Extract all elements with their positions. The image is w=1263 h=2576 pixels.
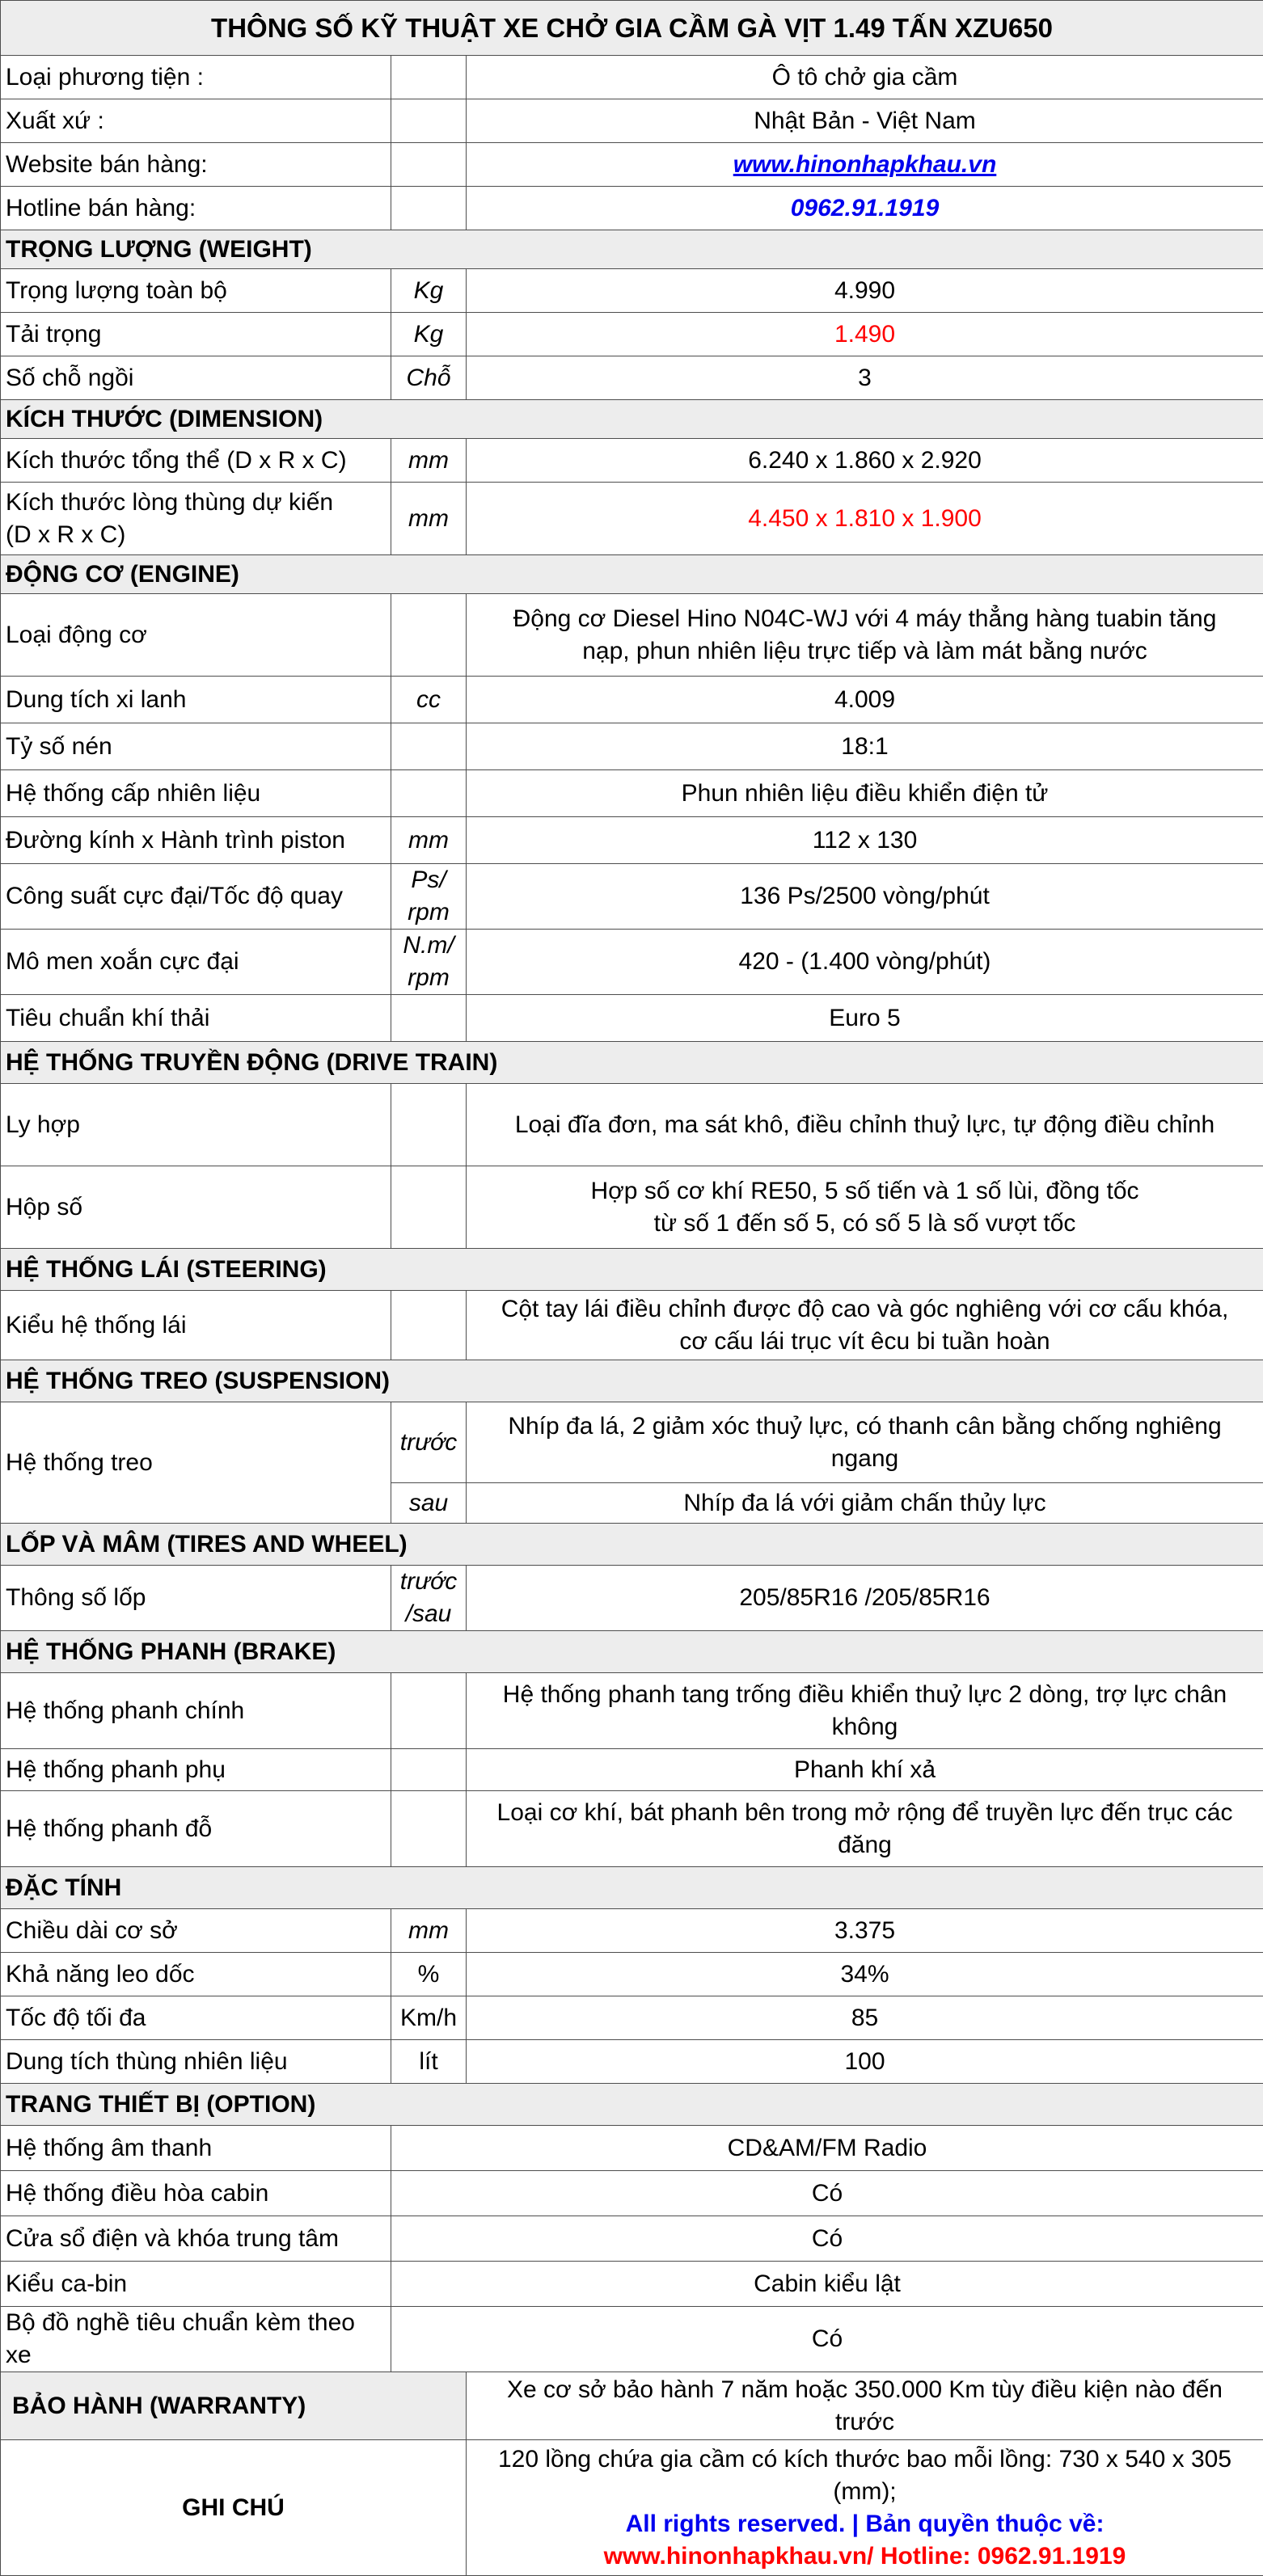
suspension-rear-unit: sau	[391, 1483, 467, 1524]
gradeability-label: Khả năng leo dốc	[1, 1953, 391, 1996]
spec-row-website	[1, 143, 1263, 187]
steering-value	[467, 1291, 1263, 1360]
max-speed-label: Tốc độ tối đa	[1, 1996, 391, 2040]
notes-line2: (mm);	[471, 2476, 1258, 2508]
parking-brake-label: Hệ thống phanh đỗ	[1, 1791, 391, 1867]
section-dimension	[1, 400, 1263, 439]
aircon-value: Có	[391, 2171, 1263, 2216]
spec-row-cabin	[1, 2262, 1263, 2307]
fuel-tank-value: 100	[467, 2040, 1263, 2084]
origin-unit	[391, 99, 467, 143]
section-tires	[1, 1524, 1263, 1566]
payload-label: Tải trọng	[1, 313, 391, 356]
cabin-label: Kiểu ca-bin	[1, 2262, 391, 2307]
seats-value: 3	[467, 356, 1263, 400]
spec-row-fuel-system	[1, 770, 1263, 817]
section-heading-brake: HỆ THỐNG PHANH (BRAKE)	[1, 1631, 1263, 1673]
bore-stroke-value: 112 x 130	[467, 817, 1263, 864]
fuel-system-label: Hệ thống cấp nhiên liệu	[1, 770, 391, 817]
gearbox-value-line2: từ số 1 đến số 5, có số 5 là số vượt tốc	[471, 1208, 1258, 1240]
max-torque-value: 420 - (1.400 vòng/phút)	[467, 930, 1263, 995]
section-heading-weight: TRỌNG LƯỢNG (WEIGHT)	[1, 230, 1263, 269]
parking-brake-unit	[391, 1791, 467, 1867]
spec-row-displacement	[1, 677, 1263, 723]
compression-value: 18:1	[467, 723, 1263, 770]
gearbox-unit	[391, 1166, 467, 1249]
section-options	[1, 2084, 1263, 2126]
section-heading-steering: HỆ THỐNG LÁI (STEERING)	[1, 1249, 1263, 1291]
gross-weight-label: Trọng lượng toàn bộ	[1, 269, 391, 313]
suspension-front-unit: trước	[391, 1402, 467, 1483]
spec-row-audio	[1, 2126, 1263, 2171]
warranty-line1: Xe cơ sở bảo hành 7 năm hoặc 350.000 Km tùy điều kiện nào đến	[471, 2374, 1258, 2406]
website-unit	[391, 143, 467, 187]
engine-type-label: Loại động cơ	[1, 594, 391, 677]
engine-type-value-line1: Động cơ Diesel Hino N04C-WJ với 4 máy thẳng hàng tuabin tăng	[471, 603, 1258, 635]
steering-label: Kiểu hệ thống lái	[1, 1291, 391, 1360]
suspension-front-line2: ngang	[471, 1443, 1258, 1475]
fuel-tank-unit: lít	[391, 2040, 467, 2084]
spec-row-wheelbase	[1, 1909, 1263, 1953]
overall-size-value: 6.240 x 1.860 x 2.920	[467, 439, 1263, 483]
section-drivetrain	[1, 1042, 1263, 1084]
spec-row-fuel-tank	[1, 2040, 1263, 2084]
spec-row-gradeability	[1, 1953, 1263, 1996]
audio-value: CD&AM/FM Radio	[391, 2126, 1263, 2171]
cargo-size-label-line2: (D x R x C)	[6, 519, 386, 551]
main-brake-line2: không	[471, 1711, 1258, 1743]
clutch-value: Loại đĩa đơn, ma sát khô, điều chỉnh thuỷ lực, tự động điều chỉnh	[467, 1084, 1263, 1166]
spec-row-overall-size	[1, 439, 1263, 483]
section-engine	[1, 555, 1263, 594]
max-torque-label: Mô men xoắn cực đại	[1, 930, 391, 995]
gearbox-value-line1: Hợp số cơ khí RE50, 5 số tiến và 1 số lùi, đồng tốc	[471, 1175, 1258, 1208]
spec-row-payload	[1, 313, 1263, 356]
title-row	[1, 1, 1263, 56]
spec-row-max-torque	[1, 930, 1263, 995]
steering-value-line1: Cột tay lái điều chỉnh được độ cao và góc nghiêng với cơ cấu khóa,	[471, 1293, 1258, 1326]
gearbox-label: Hộp số	[1, 1166, 391, 1249]
aux-brake-value: Phanh khí xả	[467, 1749, 1263, 1791]
engine-type-value-line2: nạp, phun nhiên liệu trực tiếp và làm mát bằng nước	[471, 635, 1258, 668]
warranty-label: BẢO HÀNH (WARRANTY)	[1, 2372, 467, 2440]
section-characteristics	[1, 1867, 1263, 1909]
warranty-line2: trước	[471, 2406, 1258, 2439]
aircon-label: Hệ thống điều hòa cabin	[1, 2171, 391, 2216]
parking-brake-value	[467, 1791, 1263, 1867]
payload-unit: Kg	[391, 313, 467, 356]
spec-row-hotline	[1, 187, 1263, 230]
max-power-unit-line2: rpm	[396, 896, 461, 929]
steering-value-line2: cơ cấu lái trục vít êcu bi tuần hoàn	[471, 1326, 1258, 1358]
emission-unit	[391, 995, 467, 1042]
gross-weight-unit: Kg	[391, 269, 467, 313]
engine-type-value	[467, 594, 1263, 677]
rights-text: All rights reserved. | Bản quyền thuộc về:	[471, 2508, 1258, 2540]
tires-value: 205/85R16 /205/85R16	[467, 1566, 1263, 1631]
section-heading-characteristics: ĐẶC TÍNH	[1, 1867, 1263, 1909]
cargo-size-label-line1: Kích thước lòng thùng dự kiến	[6, 487, 386, 519]
gradeability-value: 34%	[467, 1953, 1263, 1996]
origin-value: Nhật Bản - Việt Nam	[467, 99, 1263, 143]
wheelbase-value: 3.375	[467, 1909, 1263, 1953]
max-torque-unit-line2: rpm	[396, 962, 461, 994]
spec-row-main-brake	[1, 1673, 1263, 1749]
page-title: THÔNG SỐ KỸ THUẬT XE CHỞ GIA CẦM GÀ VỊT 1.49 TẤN XZU650	[1, 1, 1263, 56]
spec-row-tires	[1, 1566, 1263, 1631]
aux-brake-label: Hệ thống phanh phụ	[1, 1749, 391, 1791]
tires-unit-line1: trước	[396, 1566, 461, 1598]
steering-unit	[391, 1291, 467, 1360]
spec-row-seats	[1, 356, 1263, 400]
contact-link[interactable]: www.hinonhapkhau.vn/ Hotline: 0962.91.1919	[471, 2540, 1258, 2573]
gross-weight-value: 4.990	[467, 269, 1263, 313]
spec-row-emission	[1, 995, 1263, 1042]
section-heading-engine: ĐỘNG CƠ (ENGINE)	[1, 555, 1263, 594]
spec-row-compression	[1, 723, 1263, 770]
bore-stroke-label: Đường kính x Hành trình piston	[1, 817, 391, 864]
main-brake-line1: Hệ thống phanh tang trống điều khiển thuỷ lực 2 dòng, trợ lực chân	[471, 1679, 1258, 1711]
tires-unit-line2: /sau	[396, 1598, 461, 1630]
cargo-size-value: 4.450 x 1.810 x 1.900	[467, 483, 1263, 555]
overall-size-unit: mm	[391, 439, 467, 483]
section-heading-dimension: KÍCH THƯỚC (DIMENSION)	[1, 400, 1263, 439]
spec-row-aircon	[1, 2171, 1263, 2216]
spec-row-parking-brake	[1, 1791, 1263, 1867]
max-torque-unit	[391, 930, 467, 995]
warranty-value	[467, 2372, 1263, 2440]
max-power-value: 136 Ps/2500 vòng/phút	[467, 864, 1263, 930]
suspension-front-line1: Nhíp đa lá, 2 giảm xóc thuỷ lực, có thanh cân bằng chống nghiêng	[471, 1410, 1258, 1443]
spec-row-notes	[1, 2440, 1263, 2576]
max-speed-value: 85	[467, 1996, 1263, 2040]
compression-unit	[391, 723, 467, 770]
wheelbase-unit: mm	[391, 1909, 467, 1953]
main-brake-unit	[391, 1673, 467, 1749]
engine-type-unit	[391, 594, 467, 677]
fuel-system-value: Phun nhiên liệu điều khiển điện tử	[467, 770, 1263, 817]
spec-row-clutch	[1, 1084, 1263, 1166]
tires-label: Thông số lốp	[1, 1566, 391, 1631]
tools-value: Có	[391, 2307, 1263, 2372]
cabin-value: Cabin kiểu lật	[391, 2262, 1263, 2307]
section-suspension	[1, 1360, 1263, 1402]
gradeability-unit: %	[391, 1953, 467, 1996]
website-link[interactable]: www.hinonhapkhau.vn	[733, 151, 997, 178]
overall-size-label: Kích thước tổng thể (D x R x C)	[1, 439, 391, 483]
hotline-label: Hotline bán hàng:	[1, 187, 391, 230]
spec-row-steering	[1, 1291, 1263, 1360]
vehicle-type-label: Loại phương tiện :	[1, 56, 391, 99]
seats-label: Số chỗ ngồi	[1, 356, 391, 400]
origin-label: Xuất xứ :	[1, 99, 391, 143]
spec-row-vehicle-type	[1, 56, 1263, 99]
max-speed-unit: Km/h	[391, 1996, 467, 2040]
max-power-unit-line1: Ps/	[396, 864, 461, 896]
fuel-system-unit	[391, 770, 467, 817]
windows-label: Cửa sổ điện và khóa trung tâm	[1, 2216, 391, 2262]
suspension-label: Hệ thống treo	[1, 1402, 391, 1524]
section-heading-suspension: HỆ THỐNG TREO (SUSPENSION)	[1, 1360, 1263, 1402]
payload-value: 1.490	[467, 313, 1263, 356]
spec-row-max-speed	[1, 1996, 1263, 2040]
section-heading-options: TRANG THIẾT BỊ (OPTION)	[1, 2084, 1263, 2126]
spec-row-origin	[1, 99, 1263, 143]
wheelbase-label: Chiều dài cơ sở	[1, 1909, 391, 1953]
spec-row-tools	[1, 2307, 1263, 2372]
tires-unit	[391, 1566, 467, 1631]
clutch-label: Ly hợp	[1, 1084, 391, 1166]
displacement-value: 4.009	[467, 677, 1263, 723]
max-torque-unit-line1: N.m/	[396, 930, 461, 962]
spec-row-max-power	[1, 864, 1263, 930]
gearbox-value	[467, 1166, 1263, 1249]
hotline-link[interactable]: 0962.91.1919	[791, 195, 940, 221]
spec-row-warranty	[1, 2372, 1263, 2440]
spec-row-aux-brake	[1, 1749, 1263, 1791]
main-brake-label: Hệ thống phanh chính	[1, 1673, 391, 1749]
vehicle-type-unit	[391, 56, 467, 99]
section-heading-tires: LỐP VÀ MÂM (TIRES AND WHEEL)	[1, 1524, 1263, 1566]
spec-row-gross-weight	[1, 269, 1263, 313]
bore-stroke-unit: mm	[391, 817, 467, 864]
hotline-unit	[391, 187, 467, 230]
section-brake	[1, 1631, 1263, 1673]
cargo-size-unit: mm	[391, 483, 467, 555]
suspension-front-value	[467, 1402, 1263, 1483]
max-power-label: Công suất cực đại/Tốc độ quay	[1, 864, 391, 930]
spec-row-engine-type	[1, 594, 1263, 677]
spec-row-gearbox	[1, 1166, 1263, 1249]
spec-row-windows	[1, 2216, 1263, 2262]
max-power-unit	[391, 864, 467, 930]
seats-unit: Chỗ	[391, 356, 467, 400]
parking-brake-line1: Loại cơ khí, bát phanh bên trong mở rộng để truyền lực đến trục các	[471, 1797, 1258, 1829]
tools-label: Bộ đồ nghề tiêu chuẩn kèm theo xe	[1, 2307, 391, 2372]
emission-value: Euro 5	[467, 995, 1263, 1042]
section-steering	[1, 1249, 1263, 1291]
spec-row-bore-stroke	[1, 817, 1263, 864]
suspension-rear-value: Nhíp đa lá với giảm chấn thủy lực	[467, 1483, 1263, 1524]
hotline-cell	[467, 187, 1263, 230]
website-label: Website bán hàng:	[1, 143, 391, 187]
windows-value: Có	[391, 2216, 1263, 2262]
cargo-size-label	[1, 483, 391, 555]
clutch-unit	[391, 1084, 467, 1166]
aux-brake-unit	[391, 1749, 467, 1791]
displacement-unit: cc	[391, 677, 467, 723]
section-weight	[1, 230, 1263, 269]
audio-label: Hệ thống âm thanh	[1, 2126, 391, 2171]
notes-value	[467, 2440, 1263, 2576]
notes-label: GHI CHÚ	[1, 2440, 467, 2576]
parking-brake-line2: đăng	[471, 1829, 1258, 1861]
compression-label: Tỷ số nén	[1, 723, 391, 770]
fuel-tank-label: Dung tích thùng nhiên liệu	[1, 2040, 391, 2084]
displacement-label: Dung tích xi lanh	[1, 677, 391, 723]
main-brake-value	[467, 1673, 1263, 1749]
notes-line1: 120 lồng chứa gia cầm có kích thước bao mỗi lồng: 730 x 540 x 305	[471, 2443, 1258, 2476]
website-cell	[467, 143, 1263, 187]
section-heading-drivetrain: HỆ THỐNG TRUYỀN ĐỘNG (DRIVE TRAIN)	[1, 1042, 1263, 1084]
emission-label: Tiêu chuẩn khí thải	[1, 995, 391, 1042]
spec-row-suspension-front	[1, 1402, 1263, 1483]
vehicle-type-value: Ô tô chở gia cầm	[467, 56, 1263, 99]
spec-row-cargo-size	[1, 483, 1263, 555]
